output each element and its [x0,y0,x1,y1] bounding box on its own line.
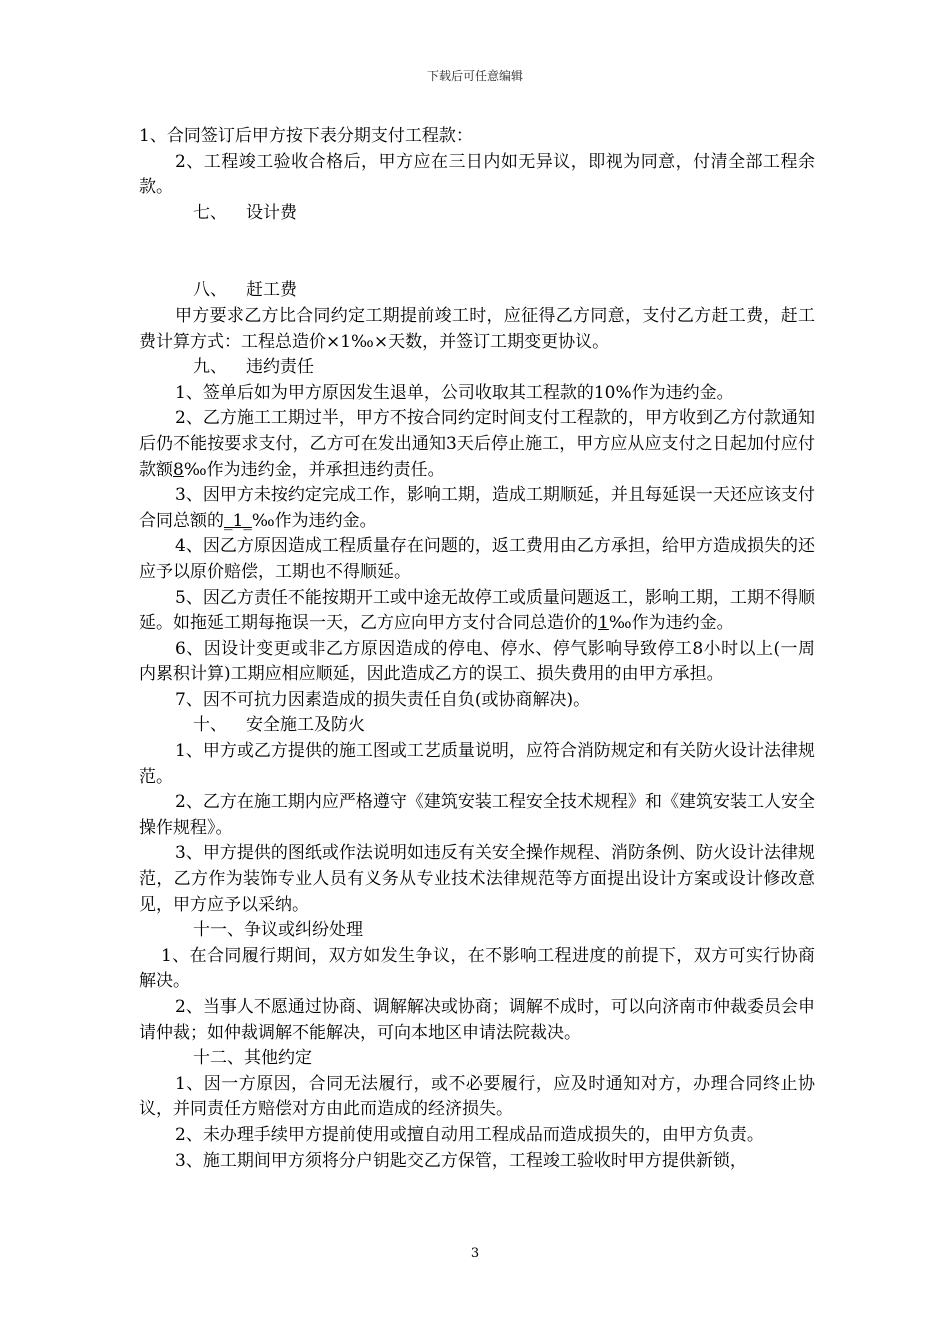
paragraph: 2、工程竣工验收合格后，甲方应在三日内如无异议，即视为同意，付清全部工程余款。 [139,151,815,198]
text-run: ‰作为违约金，并承担违约责任。 [183,459,445,480]
section-heading-12: 十二、其他约定 [193,1048,312,1069]
paragraph: 甲方要求乙方比合同约定工期提前竣工时，应征得乙方同意，支付乙方赶工费，赶工费计算方式：工程总造价×1‰×天数，并签订工期变更协议。 [139,305,815,352]
text-run: ‰作为违约金。 [251,510,377,531]
text-run: ‰作为违约金。 [608,613,734,634]
paragraph: 1、合同签订后甲方按下表分期支付工程款： [139,126,473,146]
section-heading-11: 十一、争议或纠纷处理 [193,920,363,941]
underlined-value: 8 [173,459,184,480]
text-run: 2、乙方施工工期过半，甲方不按合同约定时间支付工程款的，甲方收到乙方付款通知后仍不能按要求支付，乙方可在发出通知3天后停止施工，甲方应从应支付之日起加付应付款额 [139,408,815,480]
section-number: 八、 [193,280,227,301]
underlined-value: _1_ [224,510,252,531]
paragraph: 7、因不可抗力因素造成的损失责任自负(或协商解决)。 [175,689,591,710]
paragraph: 4、因乙方原因造成工程质量存在问题的，返工费用由乙方承担，给甲方造成损失的还应予以原价赔偿，工期也不得顺延。 [139,536,815,582]
section-title: 违约责任 [246,357,314,378]
section-heading-7 [139,201,815,227]
underlined-value: 1 [598,613,609,634]
paragraph [139,483,815,534]
section-title: 安全施工及防火 [246,715,365,736]
paragraph: 2、未办理手续甲方提前使用或擅自动用工程成品而造成损失的，由甲方负责。 [175,1124,764,1145]
paragraph: 2、当事人不愿通过协商、调解解决或协商；调解不成时，可以向济南市仲裁委员会申请仲裁；如仲裁调解不能解决，可向本地区申请法院裁决。 [139,997,815,1043]
paragraph: 1、因一方原因，合同无法履行，或不必要履行，应及时通知对方，办理合同终止协议，并同责任方赔偿对方由此而造成的经济损失。 [139,1073,815,1120]
paragraph [139,406,815,483]
paragraph: 1、签单后如为甲方原因发生退单，公司收取其工程款的10%作为违约金。 [175,382,734,403]
section-title: 设计费 [246,202,297,223]
section-title: 赶工费 [246,280,297,301]
section-heading-10 [139,713,815,739]
section-number: 十、 [193,715,227,736]
blank-space [139,226,815,278]
section-heading-9 [139,355,815,381]
page-header: 下载后可任意编辑 [426,69,523,83]
section-number: 九、 [193,357,227,378]
paragraph: 3、施工期间甲方须将分户钥匙交乙方保管，工程竣工验收时甲方提供新锁， [175,1150,747,1171]
section-number: 七、 [193,202,227,223]
paragraph: 1、甲方或乙方提供的施工图或工艺质量说明，应符合消防规定和有关防火设计法律规范。 [139,741,815,787]
section-heading-8 [139,278,815,304]
page-number: 3 [470,1246,480,1261]
paragraph: 6、因设计变更或非乙方原因造成的停电、停水、停气影响导致停工8小时以上(一周内累积计算)工期应相应顺延，因此造成乙方的误工、损失费用的由甲方承担。 [139,638,815,685]
paragraph: 3、甲方提供的图纸或作法说明如违反有关安全操作规程、消防条例、防火设计法律规范，乙方作为装饰专业人员有义务从专业技术法律规范等方面提出设计方案或设计修改意见，甲方应予以采纳。 [139,843,815,915]
document-body [139,124,815,1174]
text-run: 3、因甲方未按约定完成工作，影响工期，造成工期顺延，并且每延误一天还应该支付合同总额的 [139,485,815,531]
paragraph [139,586,815,637]
paragraph: 1、在合同履行期间，双方如发生争议，在不影响工程进度的前提下，双方可实行协商解决。 [139,945,815,992]
text-run: 5、因乙方责任不能按期开工或中途无故停工或质量问题返工，影响工期，工期不得顺延。如拖延工期每拖误一天，乙方应向甲方支付合同总造价的 [139,587,815,634]
paragraph: 2、乙方在施工期内应严格遵守《建筑安装工程安全技术规程》和《建筑安装工人安全操作规程》。 [139,792,815,838]
